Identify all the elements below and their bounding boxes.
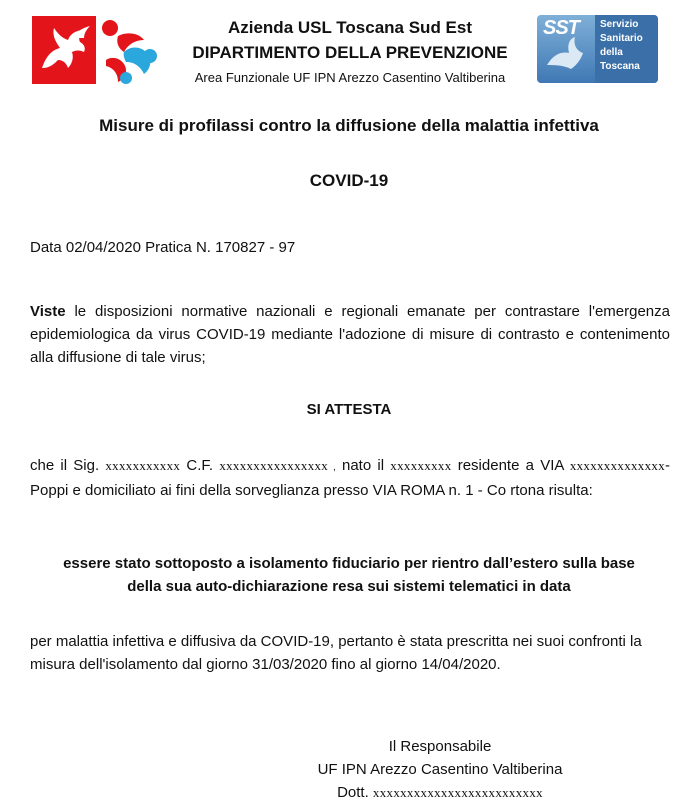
- sst-line-3: della: [600, 47, 623, 58]
- viste-lead: Viste: [30, 303, 66, 320]
- signature-role: Il Responsabile: [388, 738, 492, 755]
- redacted-name: xxxxxxxxxxx: [105, 458, 181, 473]
- sst-line-4: Toscana: [600, 61, 640, 72]
- sst-line-1: Servizio: [600, 19, 639, 30]
- declaration-paragraph: [30, 454, 670, 502]
- usl-symbol-icon: [96, 16, 160, 86]
- sst-mark: SST: [543, 17, 579, 39]
- pegasus-logo-icon: [32, 16, 96, 84]
- sst-logo: [537, 15, 658, 83]
- document-subtitle: COVID-19: [309, 171, 389, 190]
- department-name: DIPARTIMENTO DELLA PREVENZIONE: [192, 43, 508, 62]
- body-text-1: che il Sig.: [30, 457, 106, 474]
- document-title: Misure di profilassi contro la diffusione della malattia infettiva: [99, 116, 599, 135]
- viste-text: le disposizioni normative nazionali e regionali emanate per contrastare l'emergenza epidemiologica da virus COVID-19 mediante l'adozione di misure di contrasto e contenimento alla diffusione di tale virus;: [30, 303, 670, 366]
- date-line: Data 02/04/2020 Pratica N. 170827 - 97: [30, 239, 296, 256]
- body-text-2: C.F.: [180, 457, 220, 474]
- body-text-5: - Poppi e domiciliato ai fini della sorveglianza presso VIA ROMA n. 1 - Co rtona risulta:: [30, 457, 671, 499]
- redacted-fiscal-code: xxxxxxxxxxxxxxxx: [219, 458, 329, 473]
- body-comma: ,: [328, 462, 336, 473]
- body-text-3: nato il: [335, 457, 391, 474]
- closing-paragraph: per malattia infettiva e diffusiva da COVID-19, pertanto è stata prescritta nei suoi confronti la misura dell'isolamento dal giorno 31/03/2020 fino al giorno 14/04/2020.: [30, 633, 642, 673]
- redacted-birth-date: xxxxxxxxx: [390, 458, 452, 473]
- redacted-signatory-name: xxxxxxxxxxxxxxxxxxxxxxxxx: [372, 785, 543, 800]
- attesta-heading: SI ATTESTA: [306, 401, 392, 418]
- body-text-4: residente a VIA: [451, 457, 564, 474]
- signature-unit: UF IPN Arezzo Casentino Valtiberina: [317, 761, 563, 778]
- viste-paragraph: [30, 300, 670, 369]
- sst-line-2: Sanitario: [600, 33, 643, 44]
- signature-title: Dott.: [337, 784, 369, 801]
- functional-area: Area Funzionale UF IPN Arezzo Casentino Valtiberina: [194, 70, 506, 85]
- org-name: Azienda USL Toscana Sud Est: [227, 18, 473, 37]
- signature-line: [300, 781, 580, 804]
- redacted-address: xxxxxxxxxxxxxx: [569, 458, 666, 473]
- statement-line-1: essere stato sottoposto a isolamento fiduciario per rientro dall’estero sulla base: [63, 555, 635, 572]
- statement-line-2: della sua auto-dichiarazione resa sui sistemi telematici in data: [127, 578, 571, 595]
